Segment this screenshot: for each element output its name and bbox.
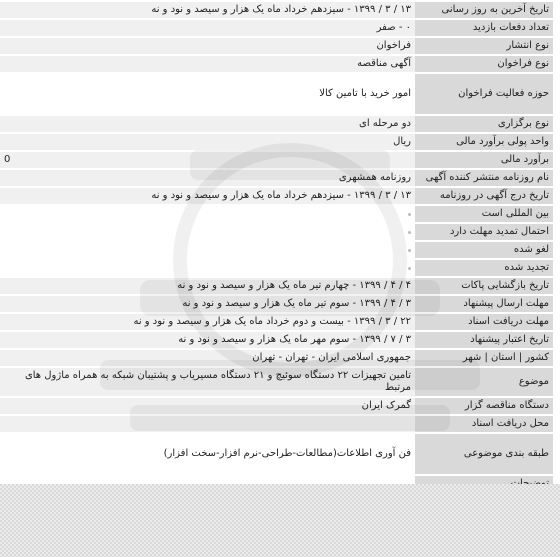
value-renewed <box>0 260 415 276</box>
value-visits: ۰ - صفر <box>0 20 415 36</box>
label-call-type: نوع فراخوان <box>415 56 553 72</box>
label-opening-date: تاریخ بازگشایی پاکات <box>415 278 553 294</box>
value-activity-area: امور خرید با تامین کالا <box>0 74 415 114</box>
row-doc-deadline <box>0 314 553 330</box>
row-currency <box>0 134 553 150</box>
label-ad-date: تاریخ درج آگهی در روزنامه <box>415 188 553 204</box>
row-opening-date <box>0 278 553 294</box>
empty-marker-icon <box>408 213 411 216</box>
value-estimate: 0 <box>0 152 415 168</box>
value-ad-date: ۱۳ / ۳ / ۱۳۹۹ - سیزدهم خرداد ماه یک هزار و سیصد و نود و نه <box>0 188 415 204</box>
row-last-update <box>0 2 553 18</box>
label-validity: تاریخ اعتبار پیشنهاد <box>415 332 553 348</box>
row-ad-date <box>0 188 553 204</box>
label-last-update: تاریخ آخرین به روز رسانی <box>415 2 553 18</box>
label-activity-area: حوزه فعالیت فراخوان <box>415 74 553 114</box>
label-renewed: تجدید شده <box>415 260 553 276</box>
row-pub-type <box>0 38 553 54</box>
label-submit-deadline: مهلت ارسال پیشنهاد <box>415 296 553 312</box>
row-visits <box>0 20 553 36</box>
row-validity <box>0 332 553 348</box>
label-category: طبقه بندی موضوعی <box>415 434 553 474</box>
row-doc-place <box>0 416 553 432</box>
label-international: بین المللی است <box>415 206 553 222</box>
row-newspaper <box>0 170 553 186</box>
label-newspaper: نام روزنامه منتشر کننده آگهی <box>415 170 553 186</box>
row-holding-type <box>0 116 553 132</box>
empty-marker-icon <box>408 249 411 252</box>
page-footer-pattern <box>0 484 560 557</box>
value-doc-deadline: ۲۲ / ۳ / ۱۳۹۹ - بیست و دوم خرداد ماه یک هزار و سیصد و نود و نه <box>0 314 415 330</box>
value-newspaper: روزنامه همشهری <box>0 170 415 186</box>
row-international <box>0 206 553 222</box>
value-category: فن آوری اطلاعات(مطالعات-طراحی-نرم افزار-سخت افزار) <box>0 434 415 474</box>
row-organizer <box>0 398 553 414</box>
value-validity: ۳ / ۷ / ۱۳۹۹ - سوم مهر ماه یک هزار و سیصد و نود و نه <box>0 332 415 348</box>
label-pub-type: نوع انتشار <box>415 38 553 54</box>
value-opening-date: ۴ / ۴ / ۱۳۹۹ - چهارم تیر ماه یک هزار و سیصد و نود و نه <box>0 278 415 294</box>
value-canceled <box>0 242 415 258</box>
value-last-update: ۱۳ / ۳ / ۱۳۹۹ - سیزدهم خرداد ماه یک هزار و سیصد و نود و نه <box>0 2 415 18</box>
value-international <box>0 206 415 222</box>
row-renewed <box>0 260 553 276</box>
value-holding-type: دو مرحله ای <box>0 116 415 132</box>
label-currency: واحد پولی برآورد مالی <box>415 134 553 150</box>
value-organizer: گمرک ایران <box>0 398 415 414</box>
value-call-type: آگهی مناقصه <box>0 56 415 72</box>
label-canceled: لغو شده <box>415 242 553 258</box>
row-activity-area <box>0 74 553 114</box>
label-estimate: برآورد مالی <box>415 152 553 168</box>
label-visits: تعداد دفعات بازدید <box>415 20 553 36</box>
value-location: جمهوری اسلامی ایران - تهران - تهران <box>0 350 415 366</box>
row-call-type <box>0 56 553 72</box>
value-doc-place <box>0 416 415 432</box>
label-subject: موضوع <box>415 368 553 396</box>
value-currency: ریال <box>0 134 415 150</box>
row-submit-deadline <box>0 296 553 312</box>
row-extension <box>0 224 553 240</box>
value-subject: تامین تجهیزات ۲۲ دستگاه سوئیچ و ۲۱ دستگاه مسیریاب و پشتیبان شبکه به همراه ماژول های مرتبط <box>0 368 415 396</box>
empty-marker-icon <box>408 267 411 270</box>
value-submit-deadline: ۳ / ۴ / ۱۳۹۹ - سوم تیر ماه یک هزار و سیصد و نود و نه <box>0 296 415 312</box>
row-subject <box>0 368 553 396</box>
value-pub-type: فراخوان <box>0 38 415 54</box>
label-doc-place: محل دریافت اسناد <box>415 416 553 432</box>
row-estimate <box>0 152 553 168</box>
label-holding-type: نوع برگزاری <box>415 116 553 132</box>
row-canceled <box>0 242 553 258</box>
label-doc-deadline: مهلت دریافت اسناد <box>415 314 553 330</box>
label-extension: احتمال تمدید مهلت دارد <box>415 224 553 240</box>
row-location <box>0 350 553 366</box>
label-organizer: دستگاه مناقصه گزار <box>415 398 553 414</box>
label-location: کشور | استان | شهر <box>415 350 553 366</box>
row-category <box>0 434 553 474</box>
empty-marker-icon <box>408 231 411 234</box>
value-extension <box>0 224 415 240</box>
